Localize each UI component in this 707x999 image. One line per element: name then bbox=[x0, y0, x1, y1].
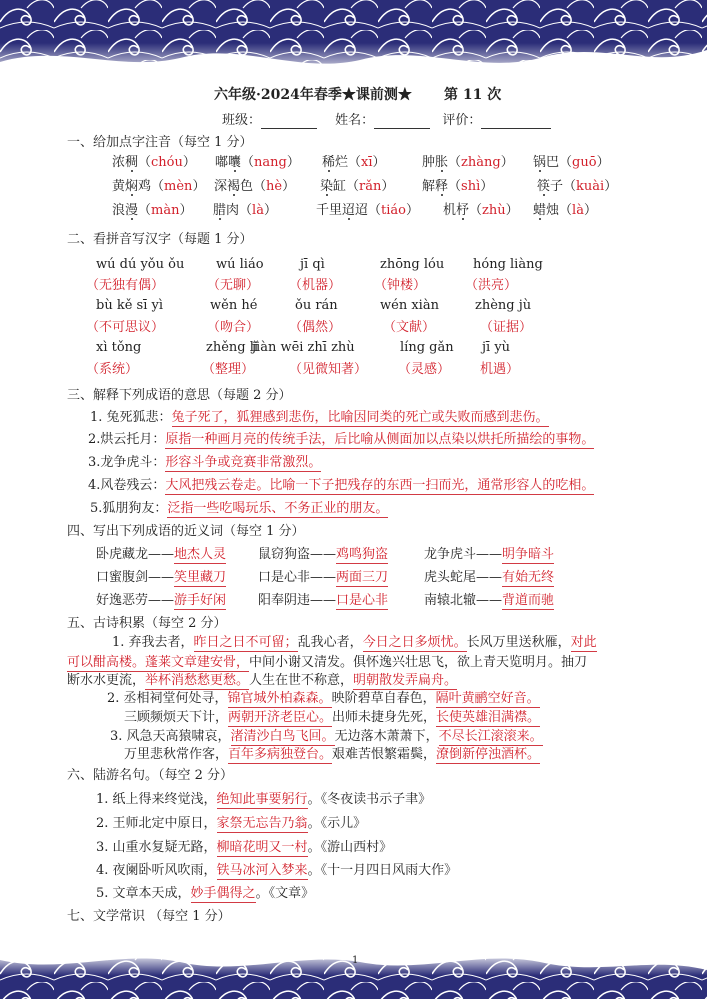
poem-line bbox=[124, 710, 540, 726]
synonym-answer: 游手好闲 bbox=[174, 593, 227, 608]
poem-answer: 百年多病独登台。 bbox=[228, 747, 333, 762]
hanzi-answer-line bbox=[374, 278, 426, 294]
pinyin-prompt bbox=[96, 340, 141, 356]
section-1-heading-line bbox=[67, 135, 253, 151]
word-wrapper bbox=[533, 203, 559, 219]
poem-answer: 昨日之日不可留； bbox=[193, 635, 298, 650]
hanzi-answer-line bbox=[383, 320, 435, 336]
quote-source: 。《冬夜读书示子聿》 bbox=[307, 792, 432, 807]
pinyin-answer: xī bbox=[361, 155, 373, 170]
hanzi-answer-line bbox=[86, 362, 138, 378]
close-paren: ） bbox=[372, 155, 386, 170]
hanzi-answer-line bbox=[207, 320, 259, 336]
idiom-meaning-answer: 形容斗争或竞赛非常激烈。 bbox=[165, 455, 322, 470]
idiom: 阳奉阴违—— bbox=[258, 593, 337, 608]
quote-prompt: 2. 王师北定中原日， bbox=[96, 816, 217, 831]
hanzi-answer: （钟楼） bbox=[374, 278, 427, 293]
section-heading: 三、解释下列成语的意思（每题 2 分） bbox=[67, 388, 292, 403]
pinyin-text: wěn hé bbox=[210, 298, 258, 313]
pinyin-prompt bbox=[300, 257, 325, 273]
pinyin-answer: zhù bbox=[482, 203, 506, 218]
idiom: 龙争虎斗—— bbox=[424, 547, 503, 562]
idiom: 口是心非—— bbox=[258, 570, 337, 585]
score-label: 评价： bbox=[442, 113, 482, 128]
open-paren: （ bbox=[138, 155, 152, 170]
class-label: 班级： bbox=[222, 113, 262, 128]
synonym-item bbox=[258, 570, 388, 586]
pinyin-text: jī yù bbox=[482, 340, 511, 355]
word: 千里迢迢 bbox=[316, 203, 369, 218]
section-4-heading-line bbox=[67, 524, 305, 540]
word: 稀烂 bbox=[322, 155, 349, 170]
pinyin-prompt bbox=[482, 340, 510, 356]
word: 肿胀 bbox=[422, 155, 449, 170]
open-paren: （ bbox=[253, 179, 267, 194]
pinyin-prompt bbox=[252, 340, 355, 356]
pinyin-text: líng gǎn bbox=[400, 340, 454, 355]
pinyin-text: zhèng jù bbox=[475, 298, 532, 313]
emphasis-dot-icon bbox=[234, 170, 236, 172]
poem-text: 中间小谢又清发。俱怀逸兴壮思飞，欲上青天览明月。抽刀 bbox=[249, 655, 588, 670]
word-wrapper bbox=[422, 155, 448, 171]
poem-text: 艰难苦恨繁霜鬓， bbox=[332, 747, 437, 762]
pinyin-answer: nang bbox=[254, 155, 287, 170]
emphasis-dot-icon bbox=[441, 194, 443, 196]
close-paren: ） bbox=[480, 179, 494, 194]
idiom: 1. 兔死狐悲： bbox=[90, 410, 172, 425]
word: 解释 bbox=[422, 179, 449, 194]
pinyin-text: ǒu rán bbox=[295, 298, 338, 313]
pinyin-text: zhěng lǐ bbox=[206, 340, 259, 355]
idiom: 3.龙争虎斗： bbox=[88, 455, 166, 470]
pinyin-text: bù kě sī yì bbox=[96, 298, 163, 313]
emphasis-dot-icon bbox=[441, 170, 443, 172]
idiom-meaning-item bbox=[90, 410, 549, 426]
section-heading: 五、古诗积累（每空 2 分） bbox=[67, 616, 227, 631]
pinyin-answer: guō bbox=[572, 155, 597, 170]
idiom-meaning-answer: 原指一种画月亮的传统手法，后比喻从侧面加以点染以烘托所描绘的事物。 bbox=[165, 432, 595, 447]
open-paren: （ bbox=[559, 203, 573, 218]
idiom-meaning-answer: 大风把残云卷走。比喻一下子把残存的东西一扫而光，通常形容人的吃相。 bbox=[165, 478, 595, 493]
pinyin-prompt bbox=[295, 298, 338, 314]
word-wrapper bbox=[320, 179, 346, 195]
pinyin-item bbox=[320, 179, 394, 195]
poem-answer: 今日之日多烦忧。 bbox=[362, 635, 467, 650]
idiom: 虎头蛇尾—— bbox=[424, 570, 503, 585]
emphasis-dot-icon bbox=[328, 170, 330, 172]
episode-number: 第 11 次 bbox=[444, 87, 502, 103]
quote-prompt: 4. 夜阑卧听风吹雨， bbox=[96, 863, 217, 878]
word: 嘟囔 bbox=[215, 155, 242, 170]
word: 浪漫 bbox=[112, 203, 139, 218]
poem-text: 映阶碧草自春色， bbox=[331, 691, 436, 706]
pinyin-prompt bbox=[400, 340, 454, 356]
word-wrapper bbox=[533, 155, 559, 171]
section-7-heading-line bbox=[67, 909, 231, 925]
hanzi-answer-line bbox=[202, 362, 254, 378]
word-wrapper bbox=[112, 179, 151, 195]
name-field[interactable] bbox=[374, 116, 430, 129]
synonym-answer: 明争暗斗 bbox=[502, 547, 555, 562]
synonym-answer: 背道而驰 bbox=[502, 593, 555, 608]
pinyin-text: wú liáo bbox=[216, 257, 264, 272]
section-5-heading-line bbox=[67, 616, 227, 632]
pinyin-item bbox=[537, 179, 617, 195]
quote-prompt: 1. 纸上得来终觉浅， bbox=[96, 792, 217, 807]
close-paren: ） bbox=[263, 203, 277, 218]
poem-answer: 两朝开济老臣心。 bbox=[228, 710, 333, 725]
pinyin-item bbox=[422, 155, 514, 171]
hanzi-answer: （见微知著） bbox=[289, 362, 368, 377]
synonym-item bbox=[96, 593, 226, 609]
pinyin-prompt bbox=[210, 298, 257, 314]
close-paren: ） bbox=[192, 179, 206, 194]
synonym-item bbox=[258, 547, 388, 563]
pinyin-text: zhōng lóu bbox=[380, 257, 445, 272]
quote-source: 。《游山西村》 bbox=[307, 840, 393, 855]
word-wrapper bbox=[316, 203, 368, 219]
hanzi-answer-line bbox=[86, 278, 164, 294]
pinyin-prompt bbox=[380, 298, 439, 314]
idiom-meaning-item bbox=[88, 478, 594, 494]
quote-prompt: 3. 山重水复疑无路， bbox=[96, 840, 217, 855]
section-heading: 四、写出下列成语的近义词（每空 1 分） bbox=[67, 524, 305, 539]
poem-text: 2. 丞相祠堂何处寻， bbox=[107, 691, 228, 706]
close-paren: ） bbox=[500, 155, 514, 170]
close-paren: ） bbox=[282, 179, 296, 194]
poem-answer: 举杯消愁愁更愁。 bbox=[145, 673, 250, 688]
idiom-meaning-item bbox=[88, 455, 321, 471]
pinyin-answer: là bbox=[572, 203, 584, 218]
pinyin-text: xì tǒng bbox=[96, 340, 142, 355]
open-paren: （ bbox=[559, 155, 573, 170]
poem-line bbox=[110, 729, 543, 745]
pinyin-answer: chóu bbox=[151, 155, 183, 170]
idiom: 2.烘云托月： bbox=[88, 432, 166, 447]
hanzi-answer-line bbox=[86, 320, 164, 336]
open-paren: （ bbox=[346, 179, 360, 194]
quote-source: 。《文章》 bbox=[255, 886, 315, 901]
class-field[interactable] bbox=[261, 116, 317, 129]
hanzi-answer-line bbox=[289, 278, 341, 294]
student-info-row bbox=[222, 113, 551, 129]
close-paren: ） bbox=[182, 155, 196, 170]
synonym-item bbox=[424, 593, 554, 609]
pinyin-prompt bbox=[216, 257, 264, 273]
score-field[interactable] bbox=[481, 116, 551, 129]
word: 黄焖鸡 bbox=[112, 179, 152, 194]
pinyin-item bbox=[112, 155, 196, 171]
close-paren: ） bbox=[604, 179, 618, 194]
word: 腊肉 bbox=[213, 203, 240, 218]
close-paren: ） bbox=[286, 155, 300, 170]
poem-answer: 不尽长江滚滚来。 bbox=[438, 729, 543, 744]
close-paren: ） bbox=[179, 203, 193, 218]
open-paren: （ bbox=[348, 155, 362, 170]
section-heading: 一、给加点字注音（每空 1 分） bbox=[67, 135, 253, 150]
hanzi-answer: （系统） bbox=[86, 362, 139, 377]
idiom-meaning-answer: 泛指一些吃喝玩乐、不务正业的朋友。 bbox=[167, 501, 389, 516]
emphasis-dot-icon bbox=[539, 218, 541, 220]
pinyin-prompt bbox=[473, 257, 543, 273]
pinyin-answer: rǎn bbox=[359, 179, 382, 194]
section-heading: 七、文学常识 （每空 1 分） bbox=[67, 909, 231, 924]
poem-text: 乱我心者， bbox=[297, 635, 363, 650]
pinyin-prompt bbox=[475, 298, 531, 314]
close-paren: ） bbox=[583, 203, 597, 218]
pinyin-item bbox=[112, 179, 205, 195]
pinyin-item bbox=[112, 203, 193, 219]
synonym-item bbox=[96, 547, 226, 563]
hanzi-answer-line bbox=[398, 362, 450, 378]
word: 染缸 bbox=[320, 179, 347, 194]
poem-answer: 可以酣高楼。蓬莱文章建安骨， bbox=[67, 655, 250, 670]
poem-text: 万里悲秋常作客， bbox=[124, 747, 229, 762]
lu-you-quote-item bbox=[96, 840, 392, 856]
top-wave-border bbox=[0, 0, 707, 78]
poem-text: 长风万里送秋雁， bbox=[466, 635, 571, 650]
pinyin-answer: hè bbox=[266, 179, 283, 194]
hanzi-answer: （机器） bbox=[289, 278, 342, 293]
emphasis-dot-icon bbox=[543, 194, 545, 196]
hanzi-answer: （无独有偶） bbox=[86, 278, 165, 293]
quote-answer: 妙手偶得之 bbox=[190, 886, 256, 901]
pinyin-text: hóng liàng bbox=[473, 257, 543, 272]
word-wrapper bbox=[322, 155, 348, 171]
poem-line bbox=[124, 747, 540, 763]
synonym-item bbox=[96, 570, 226, 586]
word: 蜡烛 bbox=[533, 203, 560, 218]
synonym-answer: 两面三刀 bbox=[336, 570, 389, 585]
pinyin-prompt bbox=[96, 298, 163, 314]
quote-source: 。《示儿》 bbox=[307, 816, 367, 831]
idiom: 南辕北辙—— bbox=[424, 593, 503, 608]
idiom: 好逸恶劳—— bbox=[96, 593, 175, 608]
pinyin-text: wú dú yǒu ǒu bbox=[96, 257, 185, 272]
emphasis-dot-icon bbox=[131, 218, 133, 220]
quote-answer: 绝知此事要躬行 bbox=[216, 792, 308, 807]
idiom: 5.狐朋狗友： bbox=[90, 501, 168, 516]
poem-line bbox=[112, 635, 597, 651]
pinyin-item bbox=[443, 203, 519, 219]
pinyin-answer: màn bbox=[151, 203, 180, 218]
idiom-meaning-item bbox=[90, 501, 388, 517]
idiom: 4.风卷残云： bbox=[88, 478, 166, 493]
emphasis-dot-icon bbox=[462, 218, 464, 220]
word: 锅巴 bbox=[533, 155, 560, 170]
hanzi-answer-line bbox=[289, 320, 341, 336]
close-paren: ） bbox=[596, 155, 610, 170]
section-heading: 二、看拼音写汉字（每题 1 分） bbox=[67, 232, 253, 247]
hanzi-answer: （洪亮） bbox=[465, 278, 518, 293]
emphasis-dot-icon bbox=[131, 194, 133, 196]
word: 浓稠 bbox=[112, 155, 139, 170]
emphasis-dot-icon bbox=[233, 194, 235, 196]
word-wrapper bbox=[214, 179, 253, 195]
open-paren: （ bbox=[239, 203, 253, 218]
pinyin-prompt bbox=[380, 257, 444, 273]
pinyin-item bbox=[533, 155, 610, 171]
hanzi-answer: （证据） bbox=[480, 320, 533, 335]
word: 深褐色 bbox=[214, 179, 254, 194]
pinyin-answer: tiáo bbox=[381, 203, 406, 218]
close-paren: ） bbox=[406, 203, 420, 218]
word-wrapper bbox=[215, 155, 241, 171]
quote-answer: 柳暗花明又一村 bbox=[216, 840, 308, 855]
poem-answer: 长使英雄泪满襟。 bbox=[436, 710, 541, 725]
poem-answer: 渚清沙白鸟飞回。 bbox=[230, 729, 335, 744]
open-paren: （ bbox=[241, 155, 255, 170]
pinyin-item bbox=[422, 179, 493, 195]
word-wrapper bbox=[112, 203, 138, 219]
word-wrapper bbox=[422, 179, 448, 195]
section-2-heading-line bbox=[67, 232, 253, 248]
word-wrapper bbox=[537, 179, 563, 195]
hanzi-answer-line bbox=[207, 278, 259, 294]
pinyin-text: jī qì bbox=[300, 257, 325, 272]
page-title: 六年级·2024年春季★课前测★ bbox=[214, 87, 412, 103]
synonym-item bbox=[424, 547, 554, 563]
poem-answer: 对此 bbox=[570, 635, 597, 650]
open-paren: （ bbox=[138, 203, 152, 218]
synonym-answer: 地杰人灵 bbox=[174, 547, 227, 562]
idiom: 卧虎藏龙—— bbox=[96, 547, 175, 562]
poem-answer: 潦倒新停浊酒杯。 bbox=[436, 747, 541, 762]
hanzi-answer: （灵感） bbox=[398, 362, 451, 377]
hanzi-answer: （整理） bbox=[202, 362, 255, 377]
poem-answer: 锦官城外柏森森。 bbox=[227, 691, 332, 706]
poem-text: 出师未捷身先死， bbox=[332, 710, 437, 725]
hanzi-answer: （文献） bbox=[383, 320, 436, 335]
hanzi-answer-line bbox=[480, 320, 532, 336]
synonym-answer: 口是心非 bbox=[336, 593, 389, 608]
pinyin-item bbox=[215, 155, 300, 171]
emphasis-dot-icon bbox=[219, 218, 221, 220]
quote-source: 。《十一月四日风雨大作》 bbox=[307, 863, 458, 878]
idiom-meaning-item bbox=[88, 432, 594, 448]
open-paren: （ bbox=[448, 179, 462, 194]
idiom-meaning-answer: 兔子死了，狐狸感到悲伤，比喻因同类的死亡或失败而感到悲伤。 bbox=[171, 410, 549, 425]
open-paren: （ bbox=[448, 155, 462, 170]
emphasis-dot-icon bbox=[539, 170, 541, 172]
name-label: 姓名： bbox=[335, 113, 375, 128]
synonym-answer: 鸡鸣狗盗 bbox=[336, 547, 389, 562]
poem-text: 人生在世不称意， bbox=[249, 673, 354, 688]
poem-line bbox=[67, 673, 457, 689]
page-number: 1 bbox=[352, 955, 359, 966]
pinyin-text: jiàn wēi zhī zhù bbox=[252, 340, 355, 355]
poem-line bbox=[107, 691, 540, 707]
open-paren: （ bbox=[151, 179, 165, 194]
idiom: 鼠窃狗盗—— bbox=[258, 547, 337, 562]
hanzi-answer: （无聊） bbox=[207, 278, 260, 293]
quote-prompt: 5. 文章本天成， bbox=[96, 886, 191, 901]
pinyin-item bbox=[214, 179, 295, 195]
close-paren: ） bbox=[381, 179, 395, 194]
lu-you-quote-item bbox=[96, 886, 314, 902]
lu-you-quote-item bbox=[96, 792, 431, 808]
pinyin-item bbox=[213, 203, 277, 219]
hanzi-answer: （吻合） bbox=[207, 320, 260, 335]
poem-answer: 明朝散发弄扁舟。 bbox=[353, 673, 458, 688]
poem-answer: 隔叶黄鹂空好音。 bbox=[435, 691, 540, 706]
poem-text: 三顾频烦天下计， bbox=[124, 710, 229, 725]
hanzi-answer: （不可思议） bbox=[86, 320, 165, 335]
idiom: 口蜜腹剑—— bbox=[96, 570, 175, 585]
poem-line bbox=[67, 655, 587, 671]
word-wrapper bbox=[213, 203, 239, 219]
section-6-heading-line bbox=[67, 768, 233, 784]
emphasis-dot-icon bbox=[131, 170, 133, 172]
word: 机杼 bbox=[443, 203, 470, 218]
pinyin-item bbox=[533, 203, 597, 219]
open-paren: （ bbox=[563, 179, 577, 194]
pinyin-answer: zhàng bbox=[461, 155, 501, 170]
pinyin-answer: là bbox=[252, 203, 264, 218]
synonym-answer: 笑里藏刀 bbox=[174, 570, 227, 585]
hanzi-answer: 机遇） bbox=[480, 362, 520, 377]
pinyin-text: wén xiàn bbox=[380, 298, 439, 313]
quote-answer: 铁马冰河入梦来 bbox=[216, 863, 308, 878]
pinyin-answer: kuài bbox=[576, 179, 605, 194]
poem-text: 断水水更流， bbox=[67, 673, 146, 688]
poem-text: 1. 弃我去者， bbox=[112, 635, 194, 650]
pinyin-prompt bbox=[96, 257, 184, 273]
close-paren: ） bbox=[505, 203, 519, 218]
pinyin-item bbox=[316, 203, 419, 219]
poem-text: 无边落木萧萧下， bbox=[334, 729, 439, 744]
section-heading: 六、陆游名句。（每空 2 分） bbox=[67, 768, 234, 783]
pinyin-answer: mèn bbox=[164, 179, 193, 194]
lu-you-quote-item bbox=[96, 816, 366, 832]
pinyin-prompt bbox=[206, 340, 258, 356]
pinyin-answer: shì bbox=[461, 179, 481, 194]
hanzi-answer-line bbox=[480, 362, 519, 378]
open-paren: （ bbox=[368, 203, 382, 218]
quote-answer: 家祭无忘告乃翁 bbox=[216, 816, 308, 831]
lu-you-quote-item bbox=[96, 863, 457, 879]
emphasis-dot-icon bbox=[326, 194, 328, 196]
section-3-heading-line bbox=[67, 388, 292, 404]
pinyin-item bbox=[322, 155, 386, 171]
poem-text: 3. 风急天高猿啸哀， bbox=[110, 729, 231, 744]
word-wrapper bbox=[443, 203, 469, 219]
hanzi-answer-line bbox=[465, 278, 517, 294]
word: 筷子 bbox=[537, 179, 564, 194]
synonym-answer: 有始无终 bbox=[502, 570, 555, 585]
synonym-item bbox=[424, 570, 554, 586]
open-paren: （ bbox=[469, 203, 483, 218]
emphasis-dot-icon bbox=[348, 218, 350, 220]
hanzi-answer-line bbox=[289, 362, 367, 378]
word-wrapper bbox=[112, 155, 138, 171]
synonym-item bbox=[258, 593, 388, 609]
hanzi-answer: （偶然） bbox=[289, 320, 342, 335]
